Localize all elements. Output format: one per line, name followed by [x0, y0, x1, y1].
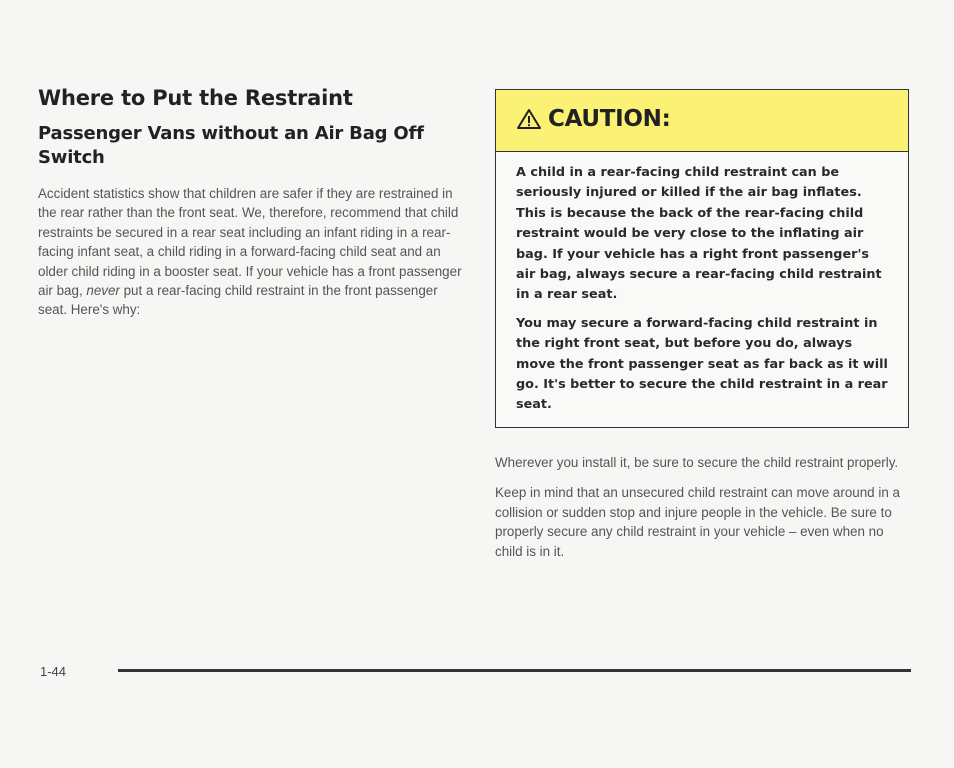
- caution-paragraph-2: You may secure a forward-facing child restraint in the right front seat, but before you do, always move the front passenger seat as far back as it will go. It's better to secure the child restraint in a rear seat.: [516, 315, 888, 413]
- caution-title-wrap: [516, 106, 671, 132]
- caution-body: [516, 163, 892, 424]
- warning-triangle-icon: [516, 108, 542, 130]
- right-column-text: [495, 453, 910, 572]
- install-paragraph: Wherever you install it, be sure to secure the child restraint properly.: [495, 455, 899, 470]
- page-number: 1-44: [40, 664, 67, 679]
- footer-rule: [118, 669, 911, 672]
- emphasis-never: never: [86, 283, 120, 299]
- intro-paragraph: [38, 184, 463, 320]
- section-heading: Where to Put the Restraint: [38, 86, 353, 110]
- intro-text-part2: put a rear-facing child restraint in the front passenger seat. Here's why:: [38, 283, 438, 318]
- caution-paragraph-1: A child in a rear-facing child restraint can be seriously injured or killed if the air bag inflates. This is because the back of the rear-facing child restraint would be very close to the inflating air bag. If your vehicle has a right front passenger's air bag, always secure a rear-facing child restraint in a rear seat.: [516, 165, 882, 303]
- unsecured-paragraph: Keep in mind that an unsecured child restraint can move around in a collision or sudden stop and injure people in the vehicle. Be sure to properly secure any child restraint in your vehicle – even when no child is in it.: [495, 485, 900, 559]
- caution-header: [496, 90, 908, 152]
- caution-box: [495, 89, 909, 428]
- subsection-heading: Passenger Vans without an Air Bag Off Switch: [38, 123, 424, 168]
- caution-title: CAUTION:: [548, 106, 671, 132]
- intro-text-part1: Accident statistics show that children are safer if they are restrained in the rear rather than the front seat. We, therefore, recommend that child restraints be secured in a rear seat including an infant riding in a rear-facing infant seat, a child riding in a forward-facing child seat and an older child riding in a booster seat. If your vehicle has a front passenger air bag,: [38, 186, 462, 299]
- left-column: [38, 86, 463, 320]
